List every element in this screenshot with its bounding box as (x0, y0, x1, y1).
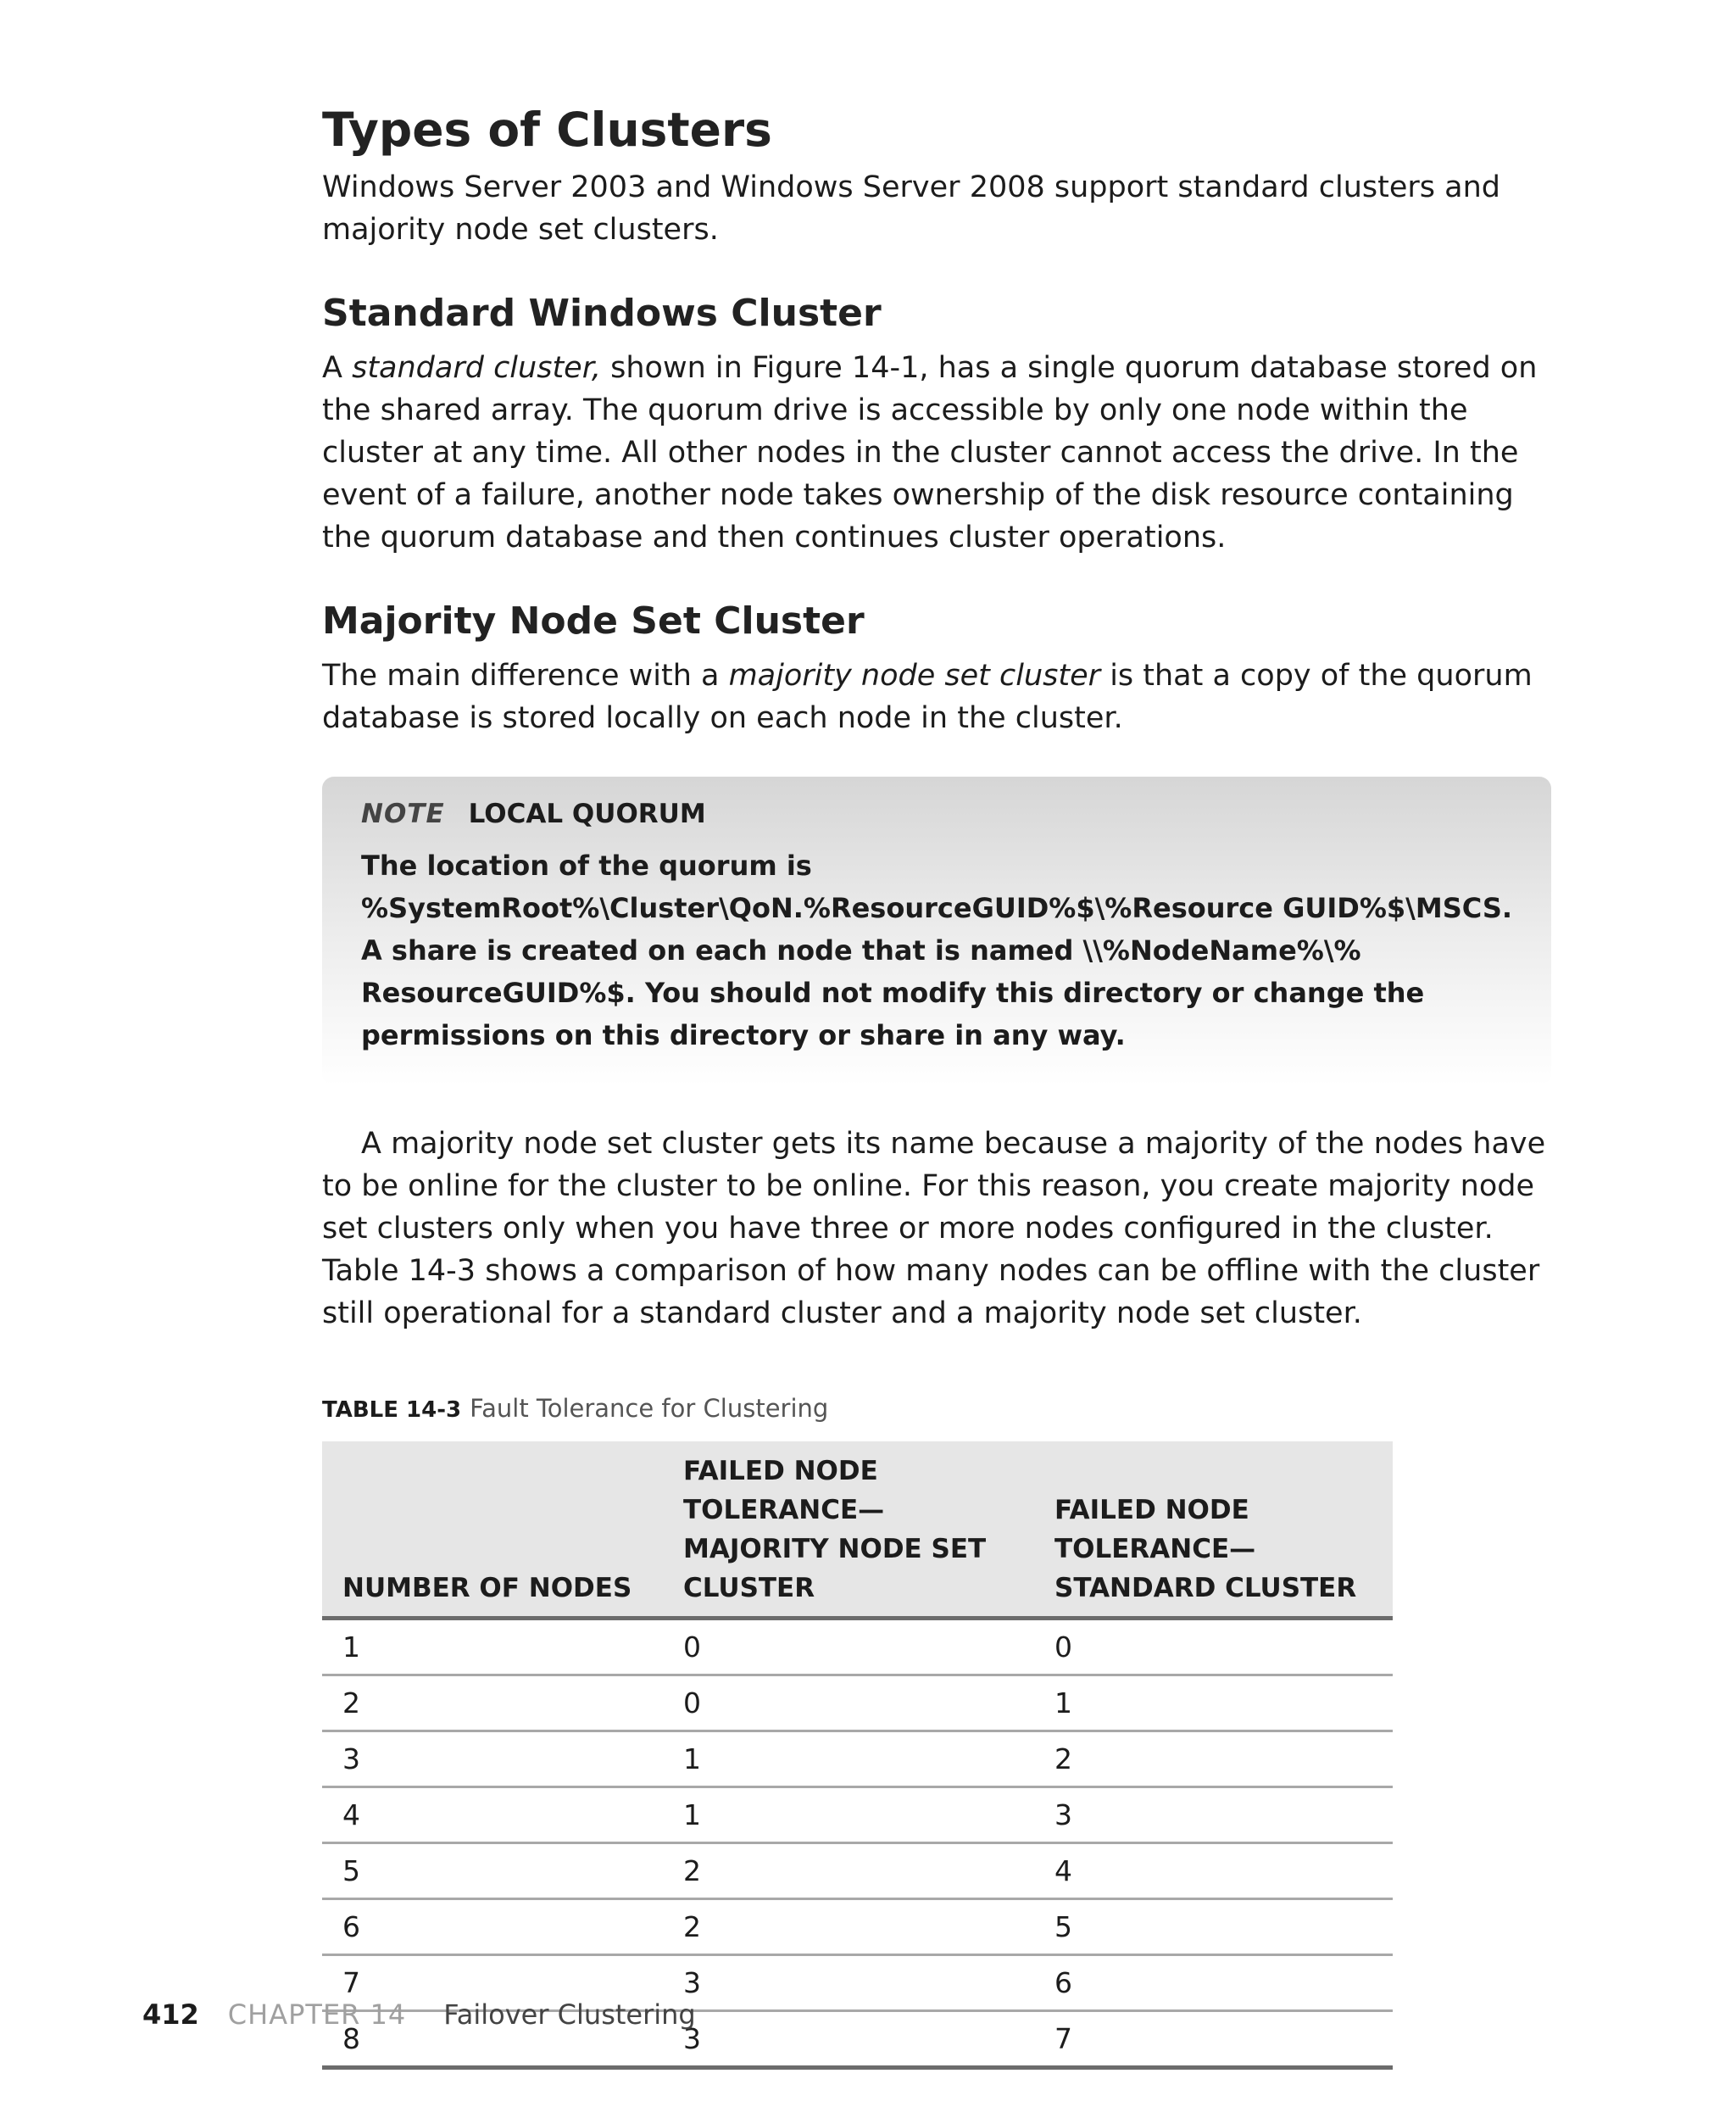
majority-explanation-paragraph: A majority node set cluster gets its name because a majority of the nodes have to be online for the cluster to be online. For this reason, you create majority node set clusters only when you have three or more nodes configured in the cluster. Table 14-3 shows a comparison of how many nodes can be offline with the cluster still operational for a standard cluster and a majority node set cluster. (322, 1126, 1546, 1330)
chapter-label: CHAPTER 14 (227, 1998, 407, 2031)
header-number-of-nodes: NUMBER OF NODES (322, 1441, 663, 1619)
standard-cluster-body: shown in Figure 14-1, has a single quorum database stored on the shared array. The quorum drive is accessible by only one node within the cluster at any time. All other nodes in the cluster cannot access the drive. In the event of a failure, another node takes ownership of the disk resource containing the quorum database and then continues cluster operations. (322, 350, 1538, 555)
table-cell: 3 (322, 1731, 663, 1786)
chapter-title: Failover Clustering (443, 1998, 696, 2031)
table-row (322, 1675, 1393, 1731)
header-standard-tolerance: FAILED NODE TOLERANCE—STANDARD CLUSTER (1034, 1441, 1393, 1619)
table-cell: 0 (663, 1675, 1034, 1731)
standard-cluster-term: standard cluster, (352, 350, 602, 385)
table-cell: 7 (322, 1954, 663, 2010)
table-row (322, 1898, 1393, 1954)
table-caption-label: TABLE 14-3 (322, 1396, 462, 1423)
note-title: LOCAL QUORUM (468, 798, 706, 829)
table-row (322, 1842, 1393, 1898)
table-cell: 2 (663, 1842, 1034, 1898)
table-cell: 3 (1034, 1786, 1393, 1842)
page-content (322, 102, 1551, 2070)
table-cell: 2 (322, 1675, 663, 1731)
majority-body: is that a copy of the quorum database is stored locally on each node in the cluster. (322, 658, 1533, 735)
table-cell: 8 (322, 2010, 663, 2067)
table-cell: 4 (1034, 1842, 1393, 1898)
table-cell: 3 (663, 2010, 1034, 2067)
table-row (322, 1786, 1393, 1842)
table-cell: 5 (322, 1842, 663, 1898)
note-body: The location of the quorum is %SystemRoot%\Cluster\QoN.%ResourceGUID%$\%Resource GUID%$\MSCS. A share is created on each node that is named \\%NodeName%\% ResourceGUID%$. You should not modify this directory or change the permissions on this directory or share in any way. (361, 849, 1513, 1051)
page-number: 412 (142, 1998, 199, 2031)
table-cell: 5 (1034, 1898, 1393, 1954)
table-caption-title: Fault Tolerance for Clustering (470, 1393, 829, 1423)
header-majority-tolerance: FAILED NODE TOLERANCE—MAJORITY NODE SET CLUSTER (663, 1441, 1034, 1619)
table-row (322, 1731, 1393, 1786)
table-cell: 6 (1034, 1954, 1393, 2010)
table-cell: 1 (663, 1731, 1034, 1786)
table-cell: 1 (663, 1786, 1034, 1842)
table-cell: 3 (663, 1954, 1034, 2010)
table-row (322, 1618, 1393, 1675)
section-title-types-of-clusters: Types of Clusters (322, 103, 772, 157)
majority-node-set-paragraph (322, 655, 1551, 739)
majority-intro: The main difference with a (322, 658, 729, 693)
table-cell: 0 (663, 1618, 1034, 1675)
fault-tolerance-table (322, 1441, 1393, 2070)
types-of-clusters-paragraph: Windows Server 2003 and Windows Server 2008 support standard clusters and majority node set clusters. (322, 170, 1501, 247)
note-header (361, 799, 1512, 829)
table-cell: 6 (322, 1898, 663, 1954)
standard-cluster-intro: A (322, 350, 353, 385)
table-cell: 4 (322, 1786, 663, 1842)
majority-term: majority node set cluster (728, 658, 1101, 693)
section-title-majority-node-set-cluster: Majority Node Set Cluster (322, 599, 865, 643)
table-cell: 2 (663, 1898, 1034, 1954)
note-box (322, 777, 1551, 1085)
page-footer (142, 1998, 696, 2031)
standard-cluster-paragraph (322, 347, 1551, 559)
table-header-row (322, 1441, 1393, 1619)
table-cell: 1 (1034, 1675, 1393, 1731)
table-cell: 7 (1034, 2010, 1393, 2067)
table-cell: 2 (1034, 1731, 1393, 1786)
table-caption (322, 1394, 1551, 1423)
section-title-standard-windows-cluster: Standard Windows Cluster (322, 292, 882, 335)
table-cell: 1 (322, 1618, 663, 1675)
table-cell: 0 (1034, 1618, 1393, 1675)
note-tag: NOTE (361, 798, 445, 829)
